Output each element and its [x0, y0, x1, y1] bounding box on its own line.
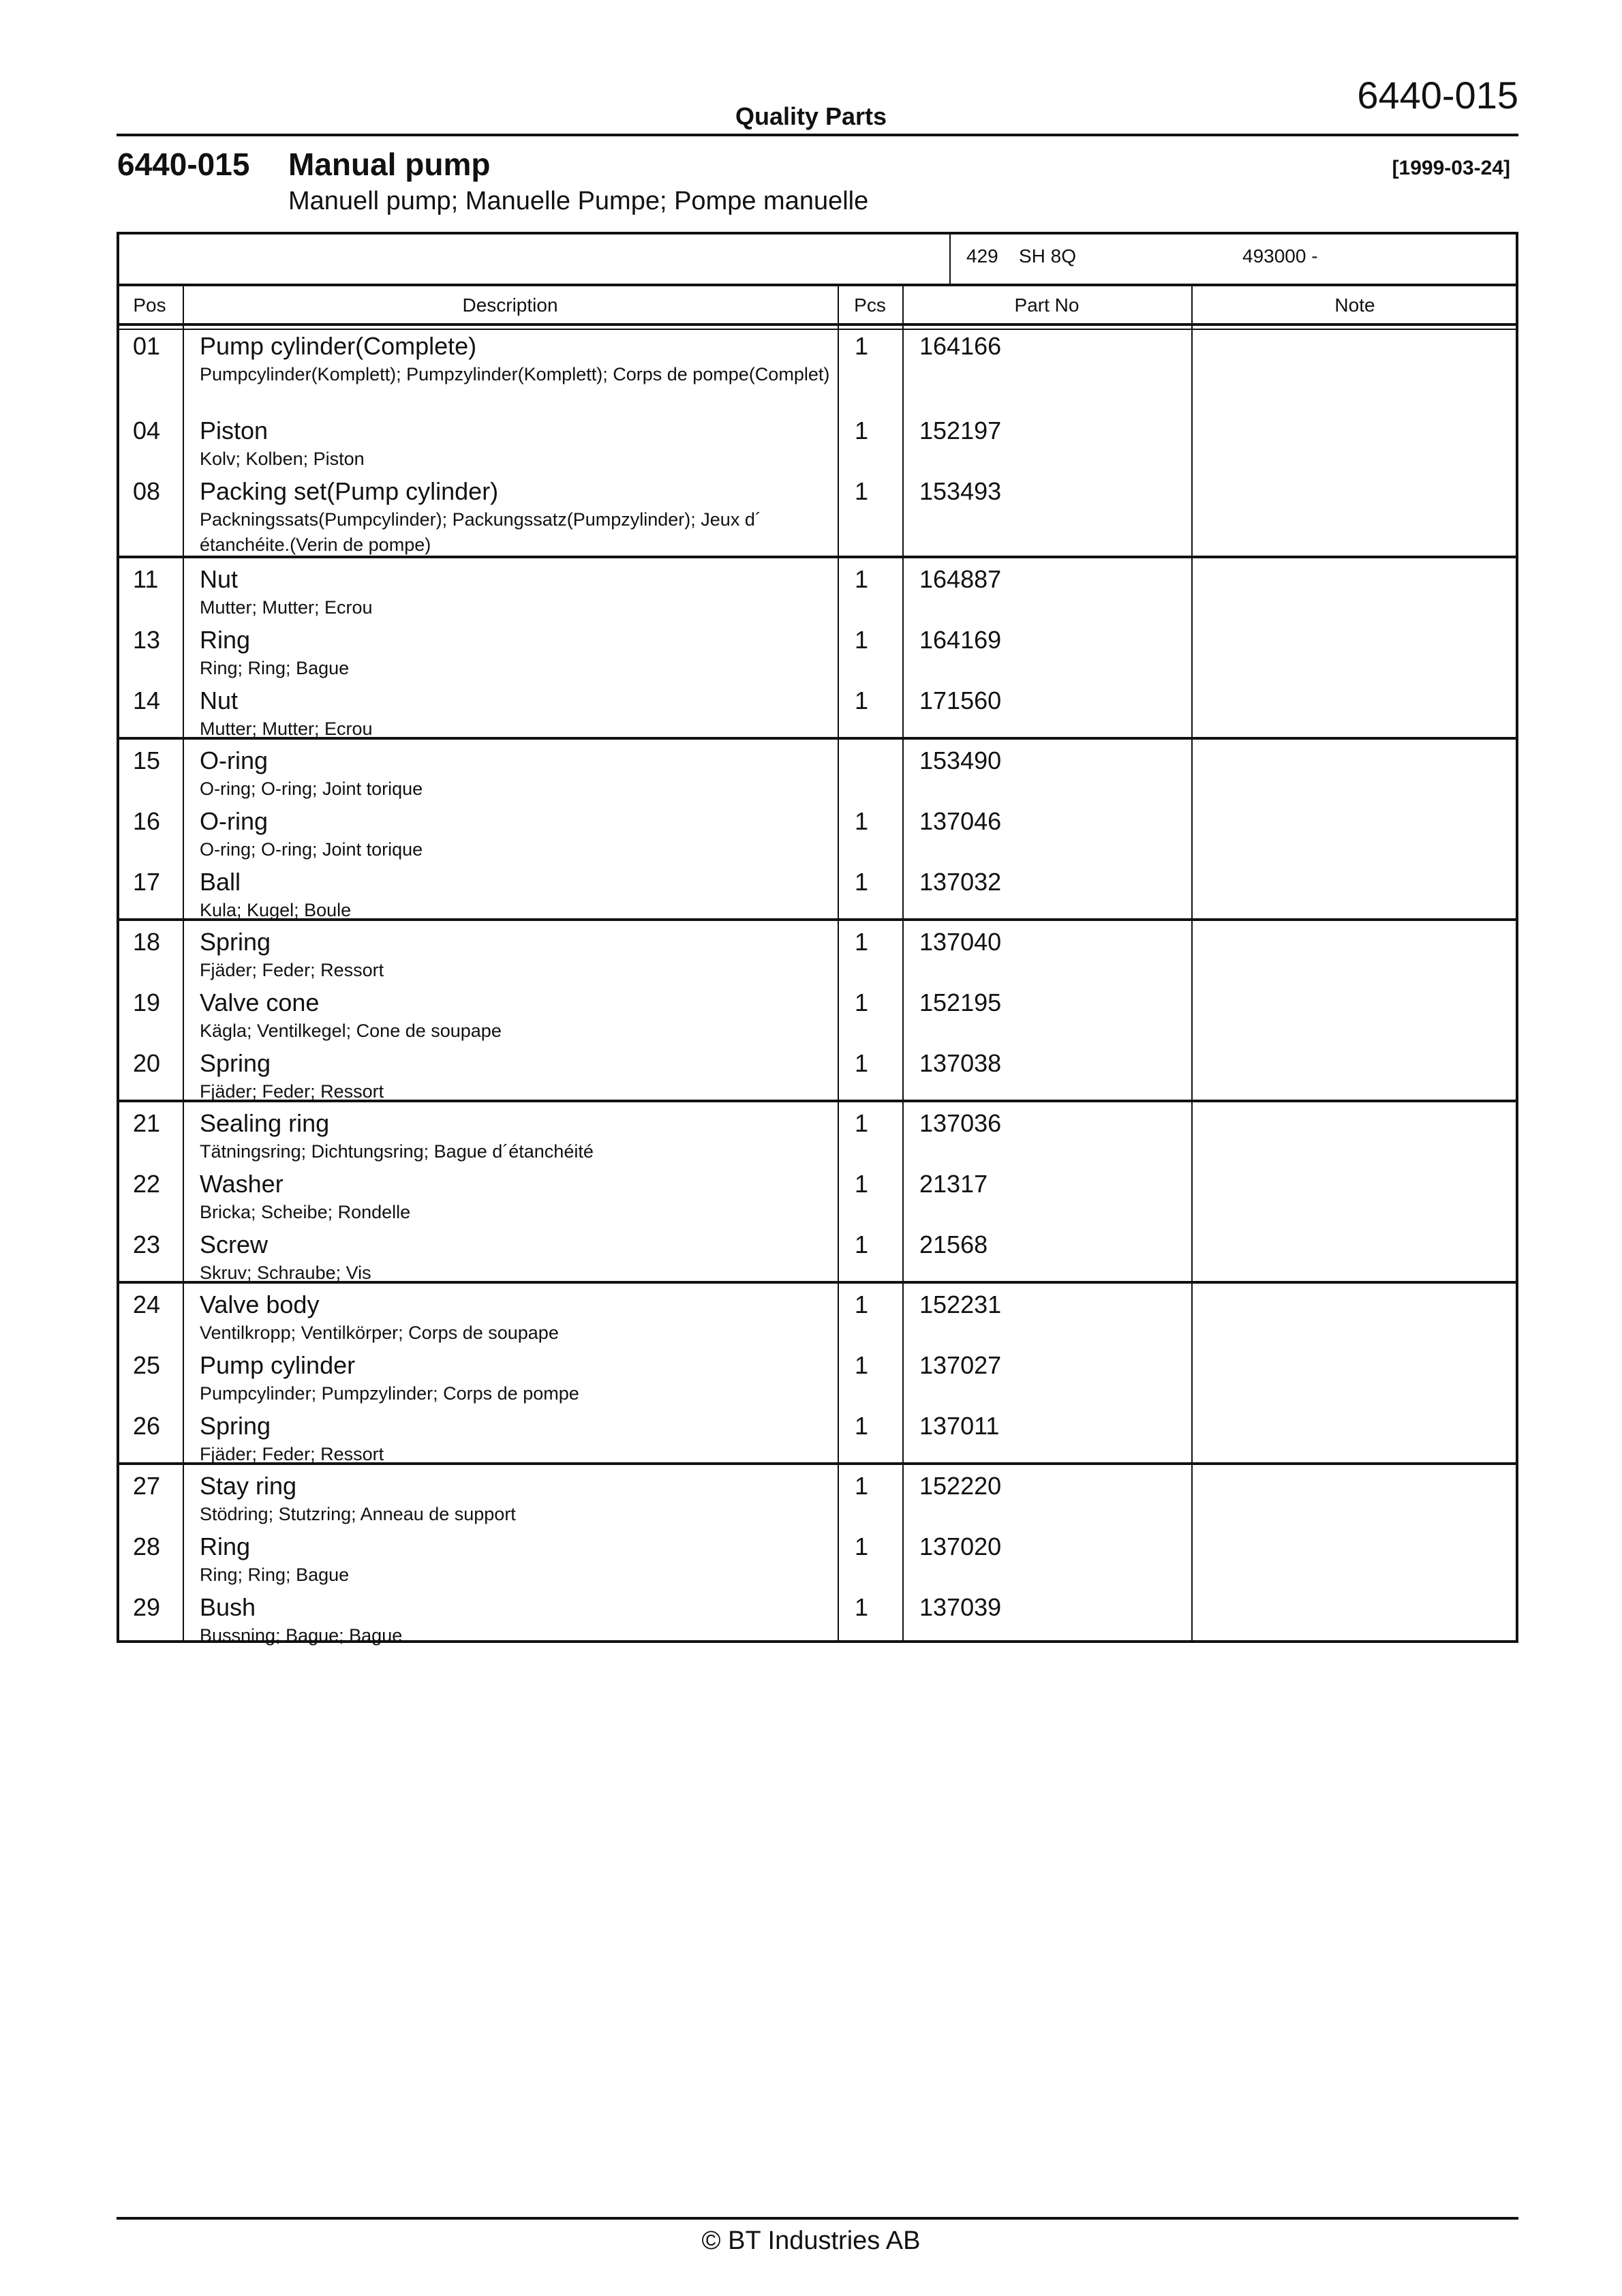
column-header-rule-inner: [117, 329, 1518, 330]
footer-copyright: © BT Industries AB: [701, 2226, 921, 2255]
row-pcs: 1: [855, 1230, 869, 1258]
row-description: Valve cone: [200, 988, 320, 1016]
row-translations: Ring; Ring; Bague: [200, 658, 350, 678]
row-description: Piston: [200, 417, 269, 444]
row-translations: Fjäder; Feder; Ressort: [200, 1444, 384, 1464]
row-translations: O-ring; O-ring; Joint torique: [200, 839, 423, 860]
row-translations: Fjäder; Feder; Ressort: [200, 960, 384, 980]
row-part-no: 164887: [919, 565, 1002, 593]
row-pos: 28: [133, 1532, 161, 1560]
row-part-no: 164169: [919, 626, 1002, 654]
row-pcs: 1: [855, 988, 869, 1016]
row-part-no: 152197: [919, 417, 1002, 444]
row-pos: 16: [133, 807, 161, 835]
row-translations: Kolv; Kolben; Piston: [200, 449, 365, 469]
row-pos: 14: [133, 686, 161, 714]
row-part-no: 21317: [919, 1170, 988, 1198]
row-part-no: 171560: [919, 686, 1002, 714]
row-pos: 29: [133, 1593, 161, 1621]
row-part-no: 164166: [919, 332, 1002, 360]
row-pcs: 1: [855, 1532, 869, 1560]
row-translations: Skruv; Schraube; Vis: [200, 1263, 371, 1283]
row-description: Washer: [200, 1170, 284, 1198]
row-pcs: 1: [855, 417, 869, 444]
model-serial: 493000 -: [1242, 245, 1318, 267]
column-header-note: Note: [1334, 294, 1375, 316]
row-pos: 04: [133, 417, 161, 444]
row-translations: Bussning; Bague; Bague: [200, 1625, 403, 1646]
row-translations: Ventilkropp; Ventilkörper; Corps de soupape: [200, 1323, 559, 1343]
row-description: Ball: [200, 868, 241, 896]
row-description: Pump cylinder(Complete): [200, 332, 477, 360]
parts-table: [117, 232, 1518, 1643]
row-pcs: 1: [855, 807, 869, 835]
row-part-no: 137011: [919, 1412, 1000, 1440]
model-bar-rule: [117, 284, 1518, 286]
row-pcs: 1: [855, 928, 869, 956]
row-pos: 15: [133, 746, 161, 774]
row-pos: 24: [133, 1290, 161, 1318]
row-pos: 19: [133, 988, 161, 1016]
row-description: Valve body: [200, 1290, 320, 1318]
row-pcs: 1: [855, 626, 869, 654]
row-description: Nut: [200, 686, 239, 714]
row-pcs: 1: [855, 477, 869, 505]
row-description: Screw: [200, 1230, 269, 1258]
column-divider: [902, 285, 904, 1643]
column-header-rule: [117, 323, 1518, 326]
row-pos: 11: [133, 565, 159, 593]
row-description: Spring: [200, 928, 271, 956]
row-translations: Tätningsring; Dichtungsring; Bague d´étanchéité: [200, 1141, 594, 1162]
row-part-no: 153493: [919, 477, 1002, 505]
document-number-corner: 6440-015: [1357, 74, 1518, 117]
row-pos: 13: [133, 626, 161, 654]
row-part-no: 21568: [919, 1230, 988, 1258]
row-translations: Packningssats(Pumpcylinder); Packungssatz(Pumpzylinder); Jeux d´ étanchéite.(Verin de pompe): [200, 509, 761, 555]
row-description: Ring: [200, 1532, 251, 1560]
row-pcs: 1: [855, 1290, 869, 1318]
row-description: Ring: [200, 626, 251, 654]
row-translations: Pumpcylinder; Pumpzylinder; Corps de pompe: [200, 1383, 579, 1404]
row-pos: 21: [133, 1109, 161, 1137]
column-header-pcs: Pcs: [854, 294, 886, 316]
column-divider: [183, 285, 184, 1643]
row-translations: Mutter; Mutter; Ecrou: [200, 719, 373, 739]
row-pcs: 1: [855, 1049, 869, 1077]
row-description: Nut: [200, 565, 239, 593]
page-subtitle: Manuell pump; Manuelle Pumpe; Pompe manuelle: [288, 187, 869, 215]
row-description: Packing set(Pump cylinder): [200, 477, 499, 505]
row-pcs: 1: [855, 1170, 869, 1198]
model-bar-divider: [949, 232, 951, 285]
row-pcs: 1: [855, 332, 869, 360]
row-description: Bush: [200, 1593, 256, 1621]
row-description: Sealing ring: [200, 1109, 330, 1137]
row-pcs: 1: [855, 1593, 869, 1621]
row-part-no: 137027: [919, 1351, 1002, 1379]
column-header-part-no: Part No: [1014, 294, 1080, 316]
row-translations: Stödring; Stutzring; Anneau de support: [200, 1504, 516, 1524]
row-description: O-ring: [200, 746, 269, 774]
row-translations: Kägla; Ventilkegel; Cone de soupape: [200, 1021, 502, 1041]
row-translations: Mutter; Mutter; Ecrou: [200, 597, 373, 618]
row-part-no: 137046: [919, 807, 1002, 835]
header-rule: [117, 134, 1518, 136]
section-label: Quality Parts: [735, 102, 887, 130]
row-description: O-ring: [200, 807, 269, 835]
row-part-no: 137032: [919, 868, 1002, 896]
row-part-no: 152231: [919, 1290, 1002, 1318]
row-pos: 17: [133, 868, 161, 896]
row-pos: 22: [133, 1170, 161, 1198]
row-pcs: 1: [855, 1351, 869, 1379]
page-title: Manual pump: [288, 147, 491, 182]
row-part-no: 137036: [919, 1109, 1002, 1137]
row-translations: Pumpcylinder(Komplett); Pumpzylinder(Komplett); Corps de pompe(Complet): [200, 364, 830, 384]
row-description: Pump cylinder: [200, 1351, 356, 1379]
heading-date: [1999-03-24]: [1392, 157, 1510, 179]
column-divider: [1191, 285, 1193, 1643]
row-pos: 08: [133, 477, 161, 505]
row-translations: Ring; Ring; Bague: [200, 1565, 350, 1585]
row-translations: Bricka; Scheibe; Rondelle: [200, 1202, 411, 1222]
row-part-no: 137020: [919, 1532, 1002, 1560]
row-part-no: 137038: [919, 1049, 1002, 1077]
row-pcs: 1: [855, 1472, 869, 1500]
row-part-no: 153490: [919, 746, 1002, 774]
row-pcs: 1: [855, 686, 869, 714]
row-pos: 18: [133, 928, 161, 956]
row-pcs: 1: [855, 868, 869, 896]
column-header-description: Description: [462, 294, 558, 316]
model-type: SH 8Q: [1019, 245, 1077, 267]
row-part-no: 137039: [919, 1593, 1002, 1621]
row-translations: Kula; Kugel; Boule: [200, 900, 352, 920]
row-part-no: 152195: [919, 988, 1002, 1016]
row-pcs: 1: [855, 1109, 869, 1137]
row-description: Stay ring: [200, 1472, 297, 1500]
row-pcs: 1: [855, 1412, 869, 1440]
row-translations: Fjäder; Feder; Ressort: [200, 1081, 384, 1102]
model-code: 429: [966, 245, 998, 267]
row-pos: 20: [133, 1049, 161, 1077]
row-pos: 25: [133, 1351, 161, 1379]
row-translations: O-ring; O-ring; Joint torique: [200, 779, 423, 799]
footer-rule: [117, 2217, 1518, 2220]
row-pos: 23: [133, 1230, 161, 1258]
heading-number: 6440-015: [117, 147, 250, 182]
row-pos: 01: [133, 332, 161, 360]
row-description: Spring: [200, 1412, 271, 1440]
row-pcs: 1: [855, 565, 869, 593]
column-header-pos: Pos: [133, 294, 166, 316]
row-pos: 27: [133, 1472, 161, 1500]
row-part-no: 137040: [919, 928, 1002, 956]
row-pos: 26: [133, 1412, 161, 1440]
row-description: Spring: [200, 1049, 271, 1077]
row-part-no: 152220: [919, 1472, 1002, 1500]
